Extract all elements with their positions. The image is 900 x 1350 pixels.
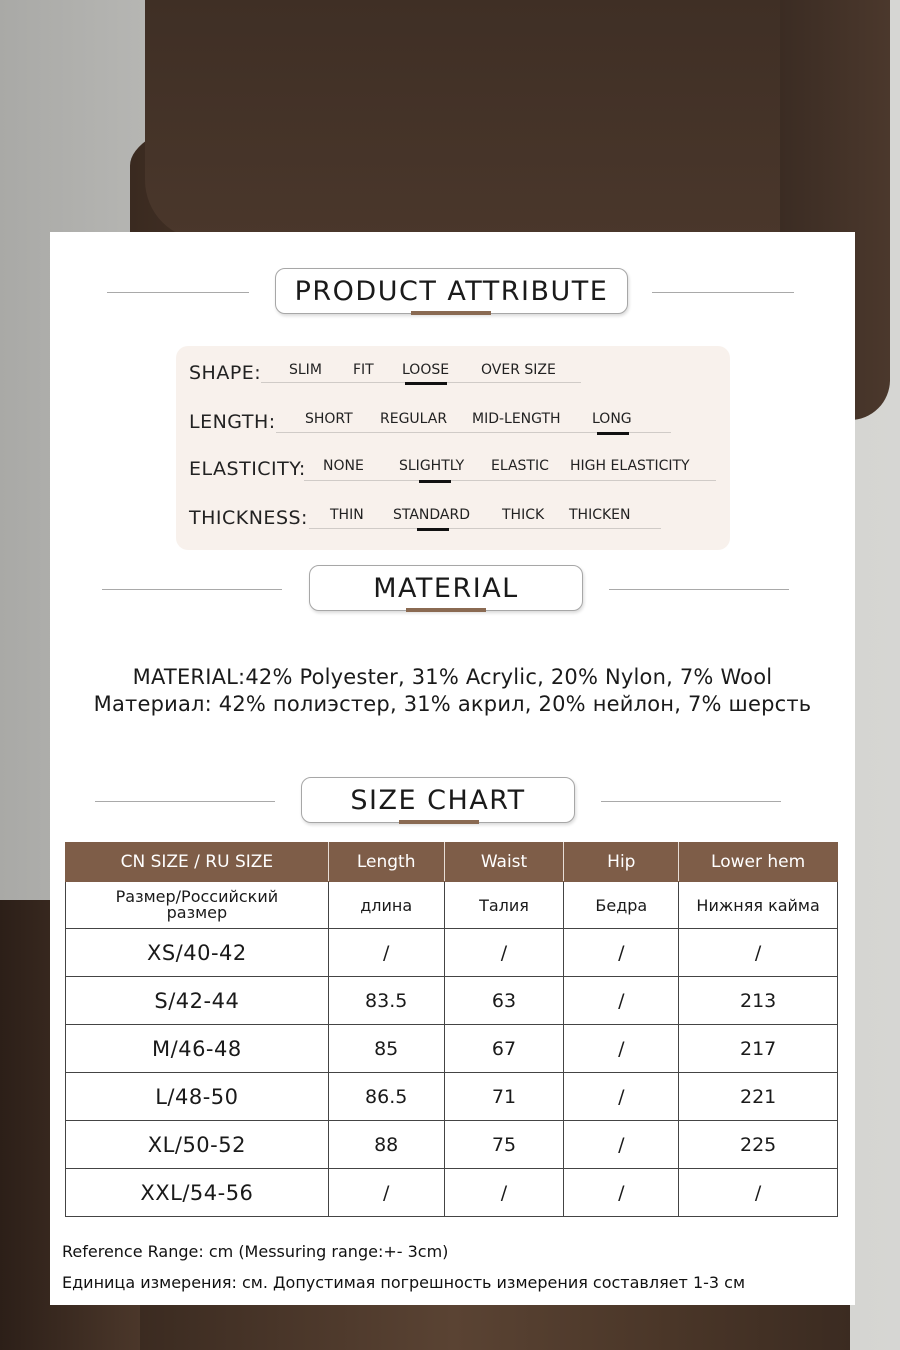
reference-note-ru: Единица измерения: см. Допустимая погрешность измерения составляет 1-3 см bbox=[62, 1273, 746, 1292]
attr-row-thickness bbox=[176, 505, 730, 535]
product-attribute-title: PRODUCT ATTRIBUTE bbox=[275, 268, 628, 314]
length-cell: / bbox=[328, 929, 444, 977]
size-cell: XXL/54-56 bbox=[66, 1169, 329, 1217]
hip-cell: / bbox=[564, 1121, 679, 1169]
attr-label: THICKNESS: bbox=[189, 507, 308, 529]
col-header: Length bbox=[328, 843, 444, 882]
material-ru: Материал: 42% полиэстер, 31% акрил, 20% нейлон, 7% шерсть bbox=[93, 692, 812, 716]
waist-cell: 67 bbox=[444, 1025, 564, 1073]
col-subheader: Нижняя кайма bbox=[679, 882, 838, 929]
attr-row-shape bbox=[176, 360, 730, 390]
hip-cell: / bbox=[564, 1073, 679, 1121]
col-header: Waist bbox=[444, 843, 564, 882]
table-row bbox=[66, 1025, 838, 1073]
material-header bbox=[50, 565, 855, 615]
attr-label: SHAPE: bbox=[189, 362, 262, 384]
attr-option: HIGH ELASTICITY bbox=[570, 458, 690, 474]
selected-marker bbox=[419, 480, 451, 483]
hip-cell: / bbox=[564, 1025, 679, 1073]
waist-cell: / bbox=[444, 1169, 564, 1217]
size-cell: M/46-48 bbox=[66, 1025, 329, 1073]
attr-option-selected: LOOSE bbox=[402, 362, 450, 378]
attr-option-selected: LONG bbox=[592, 411, 632, 427]
size-chart-header bbox=[50, 777, 855, 827]
attr-label: LENGTH: bbox=[189, 411, 276, 433]
waist-cell: 75 bbox=[444, 1121, 564, 1169]
length-cell: / bbox=[328, 1169, 444, 1217]
length-cell: 85 bbox=[328, 1025, 444, 1073]
attr-option: NONE bbox=[323, 458, 364, 474]
attr-option: FIT bbox=[353, 362, 374, 378]
attr-option: SHORT bbox=[305, 411, 353, 427]
col-subheader: длина bbox=[328, 882, 444, 929]
col-header: CN SIZE / RU SIZE bbox=[66, 843, 329, 882]
length-cell: 83.5 bbox=[328, 977, 444, 1025]
selected-marker bbox=[417, 528, 449, 531]
waist-cell: 71 bbox=[444, 1073, 564, 1121]
attr-option: THICKEN bbox=[569, 507, 631, 523]
size-cell: XS/40-42 bbox=[66, 929, 329, 977]
table-subheader-row bbox=[66, 882, 838, 929]
size-table bbox=[65, 842, 838, 1217]
selected-marker bbox=[597, 432, 629, 435]
col-subheader: Талия bbox=[444, 882, 564, 929]
size-cell: L/48-50 bbox=[66, 1073, 329, 1121]
attr-row-length bbox=[176, 409, 730, 439]
waist-cell: 63 bbox=[444, 977, 564, 1025]
col-subheader: Размер/Российский размер bbox=[66, 882, 329, 929]
table-row bbox=[66, 929, 838, 977]
col-header: Lower hem bbox=[679, 843, 838, 882]
col-header: Hip bbox=[564, 843, 679, 882]
hem-cell: 225 bbox=[679, 1121, 838, 1169]
attr-option-selected: STANDARD bbox=[393, 507, 471, 523]
attr-option: THICK bbox=[502, 507, 545, 523]
hem-cell: 221 bbox=[679, 1073, 838, 1121]
attributes-panel bbox=[176, 346, 730, 550]
size-cell: S/42-44 bbox=[66, 977, 329, 1025]
hip-cell: / bbox=[564, 977, 679, 1025]
attr-option-selected: SLIGHTLY bbox=[399, 458, 465, 474]
size-chart-title: SIZE CHART bbox=[301, 777, 575, 823]
selected-marker bbox=[405, 382, 447, 385]
length-cell: 86.5 bbox=[328, 1073, 444, 1121]
attr-option: REGULAR bbox=[380, 411, 448, 427]
table-row bbox=[66, 1169, 838, 1217]
material-title: MATERIAL bbox=[309, 565, 583, 611]
product-attribute-header bbox=[50, 268, 855, 318]
table-header-row bbox=[66, 843, 838, 882]
attr-option: SLIM bbox=[289, 362, 322, 378]
attr-row-elasticity bbox=[176, 456, 730, 486]
hem-cell: / bbox=[679, 1169, 838, 1217]
attr-option: MID-LENGTH bbox=[472, 411, 561, 427]
table-row bbox=[66, 1121, 838, 1169]
attr-option: THIN bbox=[330, 507, 364, 523]
hip-cell: / bbox=[564, 929, 679, 977]
attr-label: ELASTICITY: bbox=[189, 458, 306, 480]
attr-option: OVER SIZE bbox=[481, 362, 556, 378]
waist-cell: / bbox=[444, 929, 564, 977]
length-cell: 88 bbox=[328, 1121, 444, 1169]
hip-cell: / bbox=[564, 1169, 679, 1217]
hem-cell: 217 bbox=[679, 1025, 838, 1073]
size-cell: XL/50-52 bbox=[66, 1121, 329, 1169]
material-en: MATERIAL:42% Polyester, 31% Acrylic, 20% Nylon, 7% Wool bbox=[132, 665, 773, 689]
info-card bbox=[50, 232, 855, 1305]
hem-cell: 213 bbox=[679, 977, 838, 1025]
attr-option: ELASTIC bbox=[491, 458, 549, 474]
col-subheader: Бедра bbox=[564, 882, 679, 929]
table-row bbox=[66, 977, 838, 1025]
hem-cell: / bbox=[679, 929, 838, 977]
reference-note-en: Reference Range: cm (Messuring range:+- 3cm) bbox=[62, 1242, 449, 1261]
table-row bbox=[66, 1073, 838, 1121]
